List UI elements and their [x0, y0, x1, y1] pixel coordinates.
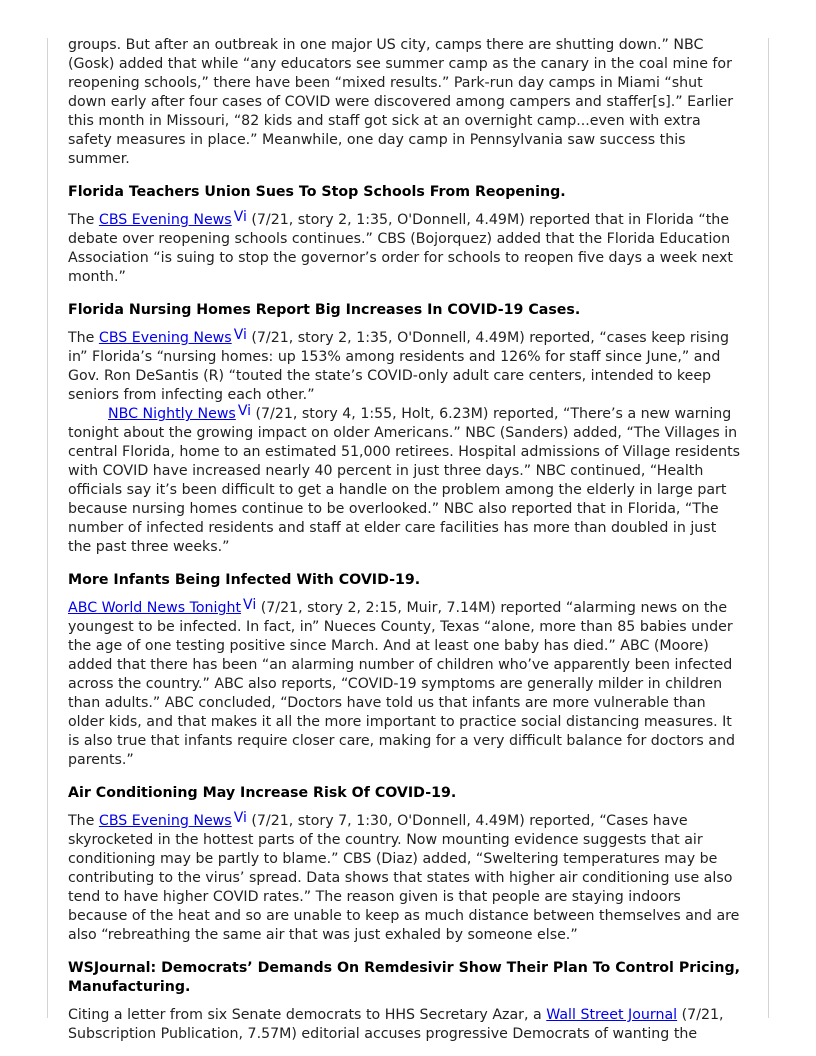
headline-teachers-union: Florida Teachers Union Sues To Stop Schools From Reopening. [68, 184, 566, 200]
article-paragraph [68, 1006, 744, 1044]
source-link-cbs-evening-news[interactable]: CBS Evening News [98, 330, 232, 346]
video-link-icon[interactable]: Vi [233, 209, 247, 225]
source-link-cbs-evening-news[interactable]: CBS Evening News [98, 212, 232, 228]
video-link-icon[interactable]: Vi [233, 327, 247, 343]
source-link-abc-world-news-tonight[interactable]: ABC World News Tonight [68, 600, 242, 616]
article-paragraph [68, 599, 744, 770]
source-link-nbc-nightly-news[interactable]: NBC Nightly News [108, 406, 236, 422]
paragraph-text: (7/21, story 7, 1:30, O'Donnell, 4.49M) reported, “Cases have skyrocketed in the hottest parts of the country. Now mounting evidence suggests that air conditioning may be partly to blame.” CBS (Diaz) added, “Sweltering temperatures may be contributing to the virus’ spread. Data shows that states with higher air conditioning use also tend to have higher COVID rates.” The reason given is that people are staying indoors because of the heat and so are unable to keep as much distance between themselves and are also “rebreathing the same air that was just exhaled by someone else.” [68, 813, 740, 943]
headline-air-conditioning: Air Conditioning May Increase Risk Of COVID-19. [68, 785, 457, 801]
paragraph-text: (7/21, story 2, 1:35, O'Donnell, 4.49M) reported, “cases keep rising in” Florida’s “nursing homes: up 153% among residents and 126% for staff since June,” and Gov. Ron DeSantis (R) “touted the state’s COVID-only adult care centers, intended to keep seniors from infecting each other.” [68, 330, 729, 403]
document-body [68, 36, 744, 1044]
page-border-right [768, 38, 769, 1018]
headline-infants: More Infants Being Infected With COVID-19. [68, 572, 421, 588]
article-paragraph [68, 405, 744, 557]
paragraph-text: (7/21, story 4, 1:55, Holt, 6.23M) reported, “There’s a new warning tonight about the growing impact on older Americans.” NBC (Sanders) added, “The Villages in central Florida, home to an estimated 51,000 retirees. Hospital admissions of Village residents with COVID have increased nearly 40 percent in just three days.” NBC continued, “Health officials say it’s been difficult to get a handle on the problem among the elderly in large part because nursing homes continue to be overlooked.” NBC also reported that in Florida, “The number of infected residents and staff at elder care facilities has more than doubled in just the past three weeks.” [68, 406, 741, 555]
source-link-wall-street-journal[interactable]: Wall Street Journal [546, 1007, 678, 1023]
intro-paragraph: groups. But after an outbreak in one major US city, camps there are shutting down.” NBC (Gosk) added that while “any educators see summer camp as the canary in the coal mine for reopening schools,” there have been “mixed results.” Park-run day camps in Miami “shut down early after four cases of COVID were discovered among campers and staffer[s].” Earlier this month in Missouri, “82 kids and staff got sick at an overnight camp...even with extra safety measures in place.” Meanwhile, one day camp in Pennsylvania saw success this summer. [68, 37, 734, 167]
headline-nursing-homes: Florida Nursing Homes Report Big Increases In COVID-19 Cases. [68, 302, 581, 318]
page-border-left [47, 38, 48, 1018]
article-paragraph [68, 812, 744, 945]
paragraph-prefix: Citing a letter from six Senate democrats to HHS Secretary Azar, a [68, 1007, 547, 1023]
paragraph-prefix: The [68, 212, 99, 228]
headline-remdesivir: WSJournal: Democrats’ Demands On Remdesivir Show Their Plan To Control Pricing, Manufacturing. [68, 960, 740, 995]
paragraph-text: (7/21, story 2, 1:35, O'Donnell, 4.49M) reported that in Florida “the debate over reopening schools continues.” CBS (Bojorquez) added that the Florida Education Association “is suing to stop the governor’s order for schools to reopen five days a week next month.” [68, 212, 733, 285]
article-paragraph [68, 211, 744, 287]
source-link-cbs-evening-news[interactable]: CBS Evening News [98, 813, 232, 829]
video-link-icon[interactable]: Vi [237, 403, 251, 419]
video-link-icon[interactable]: Vi [243, 597, 257, 613]
paragraph-prefix: The [68, 330, 99, 346]
paragraph-text: (7/21, Subscription Publication, 7.57M) editorial accuses progressive Democrats of wanting the [68, 1007, 724, 1042]
article-paragraph [68, 329, 744, 405]
paragraph-text: (7/21, story 2, 2:15, Muir, 7.14M) reported “alarming news on the youngest to be infected. In fact, in” Nueces County, Texas “alone, more than 85 babies under the age of one testing positive since March. And at least one baby has died.” ABC (Moore) added that there has been “an alarming number of children who’ve apparently been infected across the country.” ABC also reports, “COVID-19 symptoms are generally milder in children than adults.” ABC concluded, “Doctors have told us that infants are more vulnerable than older kids, and that makes it all the more important to practice social distancing measures. It is also true that infants require closer care, making for a very difficult balance for doctors and parents.” [68, 600, 735, 768]
paragraph-prefix: The [68, 813, 99, 829]
video-link-icon[interactable]: Vi [233, 810, 247, 826]
